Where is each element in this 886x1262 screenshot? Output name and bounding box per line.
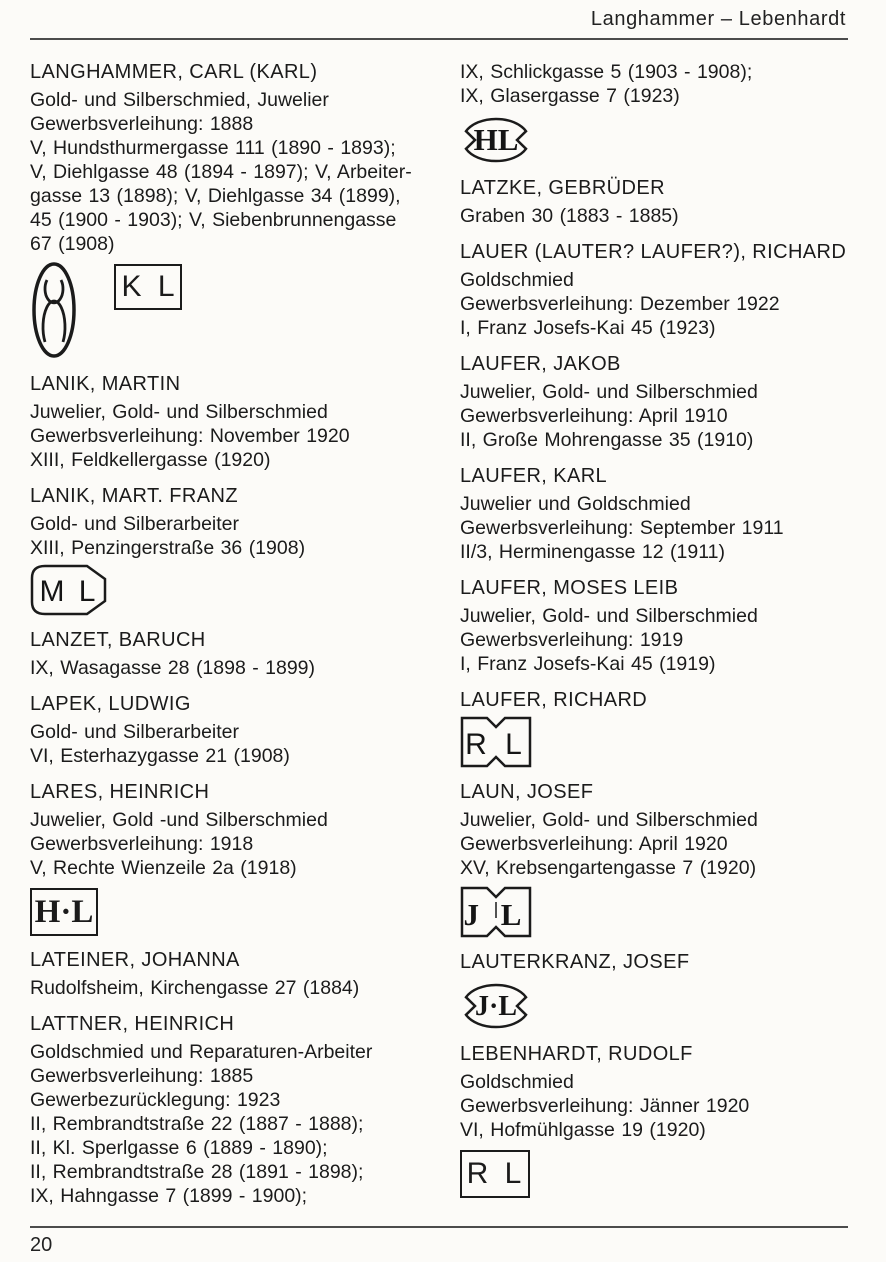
entry-laun-josef [460,780,876,938]
entry-line: Gewerbsverleihung: Jänner 1920 [460,1095,750,1117]
makers-mark-rl-notched-box-icon [460,716,532,768]
page-number: 20 [30,1234,53,1256]
entry-name: LAUER (LAUTER? LAUFER?), RICHARD [460,241,847,263]
running-head: Langhammer – Lebenhardt [590,8,846,30]
makers-mark-kl-box [114,264,182,310]
entry-line: XV, Krebsengartengasse 7 (1920) [460,857,757,879]
entry-lares-heinrich [30,780,446,936]
entry-line: I, Franz Josefs-Kai 45 (1923) [460,317,716,339]
entry-line: V, Diehlgasse 48 (1894 - 1897); V, Arbeiter- [30,161,412,183]
entry-name: LANIK, MARTIN [30,373,181,395]
makers-mark-letters: J·L [474,991,518,1022]
entry-line: Juwelier, Gold- und Silberschmied [460,381,758,403]
marks-row [30,260,446,360]
entry-name: LAUFER, KARL [460,465,608,487]
entry-line: V, Hundsthurmergasse 111 (1890 - 1893); [30,137,396,159]
entry-line: IX, Schlickgasse 5 (1903 - 1908); [460,61,753,83]
makers-mark-letters: R L [466,1157,526,1190]
entry-lanik-mart-franz [30,484,446,616]
entry-lateiner-johanna [30,948,446,1000]
entry-line: II, Rembrandtstraße 22 (1887 - 1888); [30,1113,364,1135]
entry-line: Gewerbsverleihung: 1888 [30,113,254,135]
entry-line: IX, Hahngasse 7 (1899 - 1900); [30,1185,308,1207]
entry-line: gasse 13 (1898); V, Diehlgasse 34 (1899), [30,185,401,207]
makers-mark-hl-box [30,888,98,936]
entry-line: Gewerbsverleihung: September 1911 [460,517,784,539]
entry-name: LAUFER, RICHARD [460,689,648,711]
makers-mark-letters: K L [121,270,179,303]
entry-lauer-richard [460,240,876,340]
footer-rule [30,1226,848,1228]
entry-line: Gewerbsverleihung: November 1920 [30,425,350,447]
makers-mark-ml-octagon-icon [30,564,108,616]
entry-line: Gewerbsverleihung: Dezember 1922 [460,293,780,315]
entry-name: LARES, HEINRICH [30,781,210,803]
entry-line: Juwelier, Gold- und Silberschmied [460,605,758,627]
entry-line: Gewerbezurücklegung: 1923 [30,1089,281,1111]
entry-line: 67 (1908) [30,233,115,255]
makers-mark-letters: R L [465,728,527,761]
entry-laufer-richard [460,688,876,768]
entry-line: XIII, Penzingerstraße 36 (1908) [30,537,306,559]
entry-name: LEBENHARDT, RUDOLF [460,1043,693,1065]
entry-line: Juwelier, Gold- und Silberschmied [460,809,758,831]
entry-langhammer-carl [30,60,446,360]
entry-name: LATEINER, JOHANNA [30,949,240,971]
entry-line: Gewerbsverleihung: April 1910 [460,405,728,427]
entry-line: Gold- und Silberschmied, Juwelier [30,89,329,111]
entry-name: LAUFER, MOSES LEIB [460,577,679,599]
entry-line: Gewerbsverleihung: 1918 [30,833,254,855]
entry-line: Goldschmied [460,269,574,291]
entry-name: LAUFER, JAKOB [460,353,621,375]
entry-line: 45 (1900 - 1903); V, Siebenbrunnengasse [30,209,397,231]
entry-name: LANGHAMMER, CARL (KARL) [30,61,318,83]
entry-line: II, Große Mohrengasse 35 (1910) [460,429,754,451]
makers-mark-hl-lens-icon [460,116,532,164]
makers-mark-figure-eight-oval-icon [30,260,78,360]
entry-line: Juwelier, Gold -und Silberschmied [30,809,328,831]
entry-name: LAPEK, LUDWIG [30,693,191,715]
entry-line: Goldschmied [460,1071,574,1093]
entry-laufer-karl [460,464,876,564]
makers-mark-letters: J L [463,897,529,932]
entry-line: IX, Glasergasse 7 (1923) [460,85,680,107]
left-column [30,60,446,1220]
makers-mark-jl-notched-box-icon [460,886,532,938]
entry-latzke-gebrueder [460,176,876,228]
entry-lattner-continuation [460,60,876,164]
makers-mark-jl-lens-icon [460,982,532,1030]
right-column [460,60,876,1210]
entry-laufer-moses-leib [460,576,876,676]
entry-lattner-heinrich [30,1012,446,1208]
entry-lanik-martin [30,372,446,472]
entry-name: LATTNER, HEINRICH [30,1013,235,1035]
entry-line: Gold- und Silberarbeiter [30,513,240,535]
entry-name: LAUTERKRANZ, JOSEF [460,951,690,973]
entry-line: II, Rembrandtstraße 28 (1891 - 1898); [30,1161,364,1183]
entry-laufer-jakob [460,352,876,452]
entry-line: Rudolfsheim, Kirchengasse 27 (1884) [30,977,360,999]
makers-mark-rl-box [460,1150,530,1198]
entry-line: I, Franz Josefs-Kai 45 (1919) [460,653,716,675]
entry-lebenhardt-rudolf [460,1042,876,1198]
entry-lapek-ludwig [30,692,446,768]
entry-line: VI, Hofmühlgasse 19 (1920) [460,1119,706,1141]
entry-line: Juwelier, Gold- und Silberschmied [30,401,328,423]
entry-name: LANIK, MART. FRANZ [30,485,238,507]
makers-mark-letters: M L [39,575,99,608]
makers-mark-letters: H·L [34,893,94,930]
entry-line: Juwelier und Goldschmied [460,493,691,515]
entry-line: Gewerbsverleihung: 1919 [460,629,684,651]
entry-line: Graben 30 (1883 - 1885) [460,205,679,227]
entry-line: Goldschmied und Reparaturen-Arbeiter [30,1041,373,1063]
entry-line: II/3, Herminengasse 12 (1911) [460,541,725,563]
entry-line: V, Rechte Wienzeile 2a (1918) [30,857,297,879]
entry-line: Gold- und Silberarbeiter [30,721,240,743]
entry-lauterkranz-josef [460,950,876,1030]
entry-line: IX, Wasagasse 28 (1898 - 1899) [30,657,316,679]
entry-line: Gewerbsverleihung: 1885 [30,1065,254,1087]
entry-name: LATZKE, GEBRÜDER [460,177,665,199]
entry-line: Gewerbsverleihung: April 1920 [460,833,728,855]
entry-name: LAUN, JOSEF [460,781,594,803]
entry-name: LANZET, BARUCH [30,629,206,651]
makers-mark-letters: HL [473,122,519,157]
entry-line: VI, Esterhazygasse 21 (1908) [30,745,290,767]
entry-line: XIII, Feldkellergasse (1920) [30,449,271,471]
entry-lanzet-baruch [30,628,446,680]
header-rule [30,38,848,40]
entry-line: II, Kl. Sperlgasse 6 (1889 - 1890); [30,1137,328,1159]
